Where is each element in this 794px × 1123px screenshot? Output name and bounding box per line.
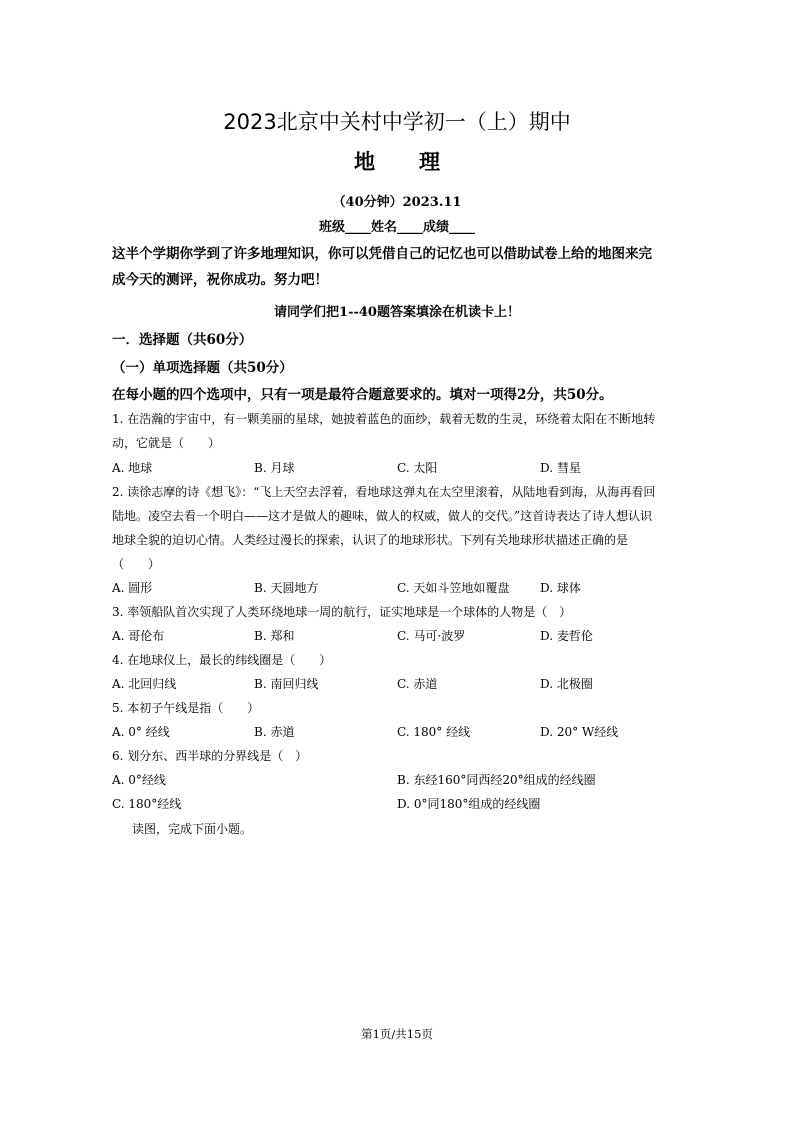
question-3-option-c: C. 马可·波罗 <box>397 629 466 643</box>
read-figure-note: 读图，完成下面小题。 <box>132 822 253 836</box>
section-single-choice: （一）单项选择题（共50分） <box>112 360 293 376</box>
intro-line-2: 成今天的测评，祝你成功。努力吧！ <box>112 272 328 288</box>
question-4-line-1: 4. 在地球仪上，最长的纬线圈是（ ） <box>112 653 332 667</box>
question-1-option-b: B. 月球 <box>254 461 295 475</box>
question-2-line-2: 陆地。凌空去看一个明白——这才是做人的趣味，做人的权威，做人的交代。”这首诗表达了诗人想认识 <box>112 509 653 523</box>
question-4-option-a: A. 北回归线 <box>112 677 177 691</box>
question-1-option-d: D. 彗星 <box>540 461 581 475</box>
section-instruction: 在每小题的四个选项中，只有一项是最符合题意要求的。填对一项得2分，共50分。 <box>112 387 613 403</box>
question-2-option-c: C. 天如斗笠地如覆盘 <box>397 581 510 595</box>
exam-title: 2023北京中关村中学初一（上）期中 <box>223 110 571 134</box>
exam-meta: （40分钟）2023.11 <box>332 195 462 210</box>
question-6-option-a: A. 0°经线 <box>112 773 166 787</box>
student-fields: 班级____姓名____成绩____ <box>318 220 475 235</box>
question-1-line-2: 动，它就是（ ） <box>112 436 221 450</box>
question-5-option-a: A. 0° 经线 <box>112 725 170 739</box>
question-5-line-1: 5. 本初子午线是指（ ） <box>112 701 260 715</box>
question-2-option-a: A. 圆形 <box>112 581 153 595</box>
question-2-line-3: 地球全貌的迫切心情。人类经过漫长的探索，认识了的地球形状。下列有关地球形状描述正确的是 <box>112 533 629 547</box>
question-3-line-1: 3. 率领船队首次实现了人类环绕地球一周的航行，证实地球是一个球体的人物是（ ） <box>112 605 572 619</box>
subject-char-2: 理 <box>419 150 440 174</box>
intro-line-1: 这半个学期你学到了许多地理知识，你可以凭借自己的记忆也可以借助试卷上给的地图来完 <box>112 246 652 262</box>
question-6-line-1: 6. 划分东、西半球的分界线是（ ） <box>112 749 308 763</box>
question-5-option-b: B. 赤道 <box>254 725 295 739</box>
answer-notice: 请同学们把1--40题答案填涂在机读卡上！ <box>274 305 520 320</box>
subject-char-1: 地 <box>354 150 375 174</box>
question-6-option-c: C. 180°经线 <box>112 797 182 811</box>
section-choice: 一．选择题（共60分） <box>112 332 253 348</box>
question-2-option-d: D. 球体 <box>540 581 581 595</box>
subject-title <box>0 146 794 176</box>
page-number: 第1页/共15页 <box>361 1027 433 1041</box>
question-5-option-d: D. 20° W经线 <box>540 725 619 739</box>
question-1-option-c: C. 太阳 <box>397 461 438 475</box>
question-4-option-b: B. 南回归线 <box>254 677 319 691</box>
question-5-option-c: C. 180° 经线 <box>397 725 471 739</box>
question-2-line-4: （ ） <box>112 557 161 571</box>
question-3-option-d: D. 麦哲伦 <box>540 629 593 643</box>
question-6-option-d: D. 0°同180°组成的经线圈 <box>397 797 541 811</box>
question-6-option-b: B. 东经160°同西经20°组成的经线圈 <box>397 773 596 787</box>
question-3-option-a: A. 哥伦布 <box>112 629 165 643</box>
question-2-option-b: B. 天圆地方 <box>254 581 319 595</box>
question-2-line-1: 2. 读徐志摩的诗《想飞》：“飞上天空去浮着，看地球这弹丸在太空里滚着，从陆地看到海，从海再看回 <box>112 485 656 499</box>
question-3-option-b: B. 郑和 <box>254 629 295 643</box>
question-4-option-d: D. 北极圈 <box>540 677 593 691</box>
question-1-line-1: 1. 在浩瀚的宇宙中，有一颗美丽的星球，她披着蓝色的面纱，载着无数的生灵，环绕着太阳在不断地转 <box>112 412 656 426</box>
question-4-option-c: C. 赤道 <box>397 677 438 691</box>
question-1-option-a: A. 地球 <box>112 461 153 475</box>
